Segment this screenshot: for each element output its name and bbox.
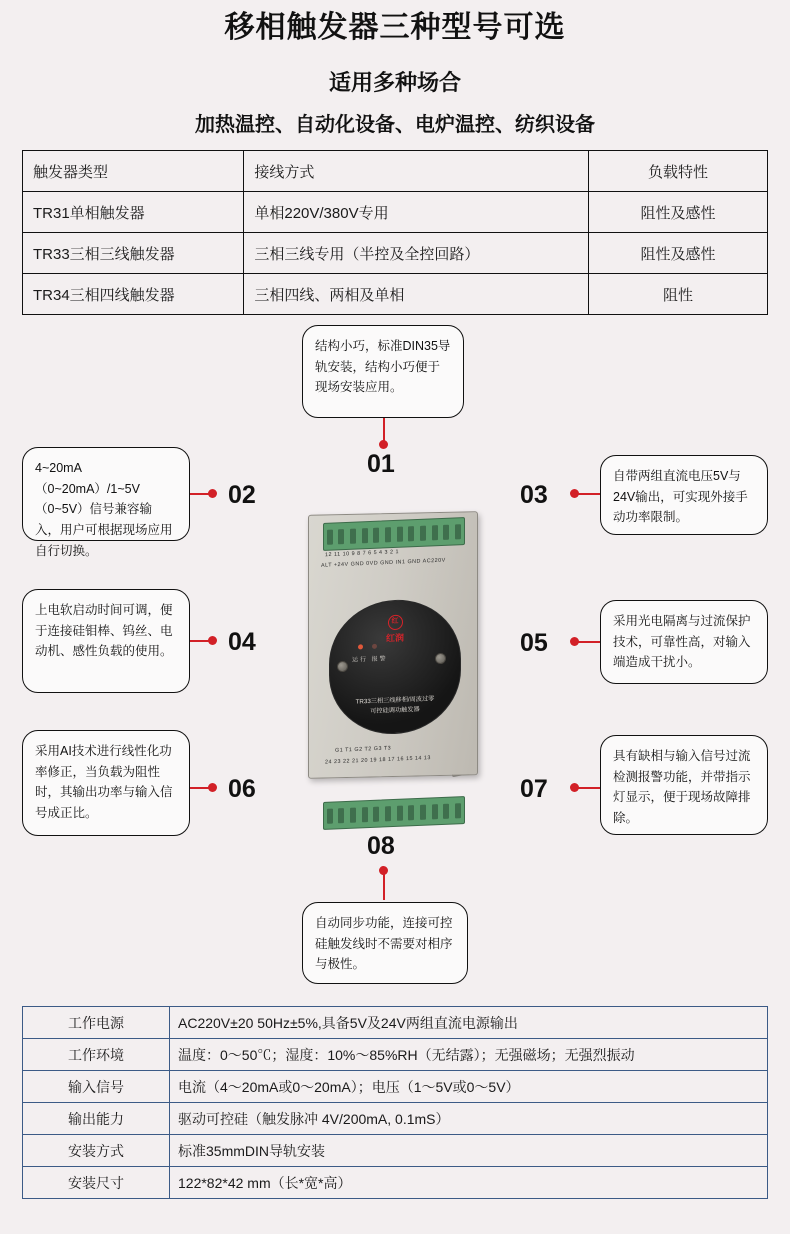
terminal-pin — [373, 527, 379, 542]
callout-08-connector — [383, 872, 385, 900]
status-leds — [358, 644, 377, 650]
callout-03-text: 自带两组直流电压5V与24V输出，可实现外接手动功率限制。 — [600, 455, 768, 535]
spec-value: AC220V±20 50Hz±5%,具备5V及24V两组直流电源输出 — [170, 1007, 768, 1039]
terminal-pin — [338, 529, 344, 544]
terminal-pin — [327, 808, 333, 823]
device-front-panel — [329, 597, 461, 737]
spec-row — [23, 1135, 768, 1167]
device-model-line1: TR33三相三线移相/周波过零 — [355, 695, 435, 706]
callout-02-dot — [208, 489, 217, 498]
terminal-pin — [408, 805, 414, 820]
cell-wiring: 单相220V/380V专用 — [244, 192, 589, 233]
callout-04-number: 04 — [228, 628, 256, 656]
led-labels: 运行 报警 — [352, 656, 388, 664]
spec-value: 电流（4～20mA或0～20mA）；电压（1～5V或0～5V） — [170, 1071, 768, 1103]
terminal-pin — [443, 524, 449, 539]
callout-01-dot — [379, 440, 388, 449]
brand-name: 红润 — [385, 632, 404, 644]
spec-key: 安装尺寸 — [23, 1167, 170, 1199]
callout-06-dot — [208, 783, 217, 792]
col-header-load: 负载特性 — [589, 151, 768, 192]
callout-06-number: 06 — [228, 775, 256, 803]
spec-row — [23, 1039, 768, 1071]
cell-load: 阻性 — [589, 274, 768, 315]
terminal-top-labels: ALT +24V GND 0VD GND IN1 GND AC220V — [321, 557, 446, 569]
terminal-pin — [350, 807, 356, 822]
spec-key: 工作电源 — [23, 1007, 170, 1039]
terminal-top-numbers: 12 11 10 9 8 7 6 5 4 3 2 1 — [325, 549, 400, 559]
subtitle-applications: 加热温控、自动化设备、电炉温控、纺织设备 — [195, 114, 595, 136]
callout-05-connector — [578, 641, 600, 643]
terminal-pin — [455, 524, 461, 539]
spec-value: 122*82*42 mm（长*宽*高） — [170, 1167, 768, 1199]
callout-01-text: 结构小巧，标准DIN35导轨安装，结构小巧便于现场安装应用。 — [302, 325, 464, 418]
callout-08-number: 08 — [367, 832, 395, 860]
col-header-type: 触发器类型 — [23, 151, 244, 192]
terminal-bottom-labels: G1 T1 G2 T2 G3 T3 — [335, 745, 392, 754]
terminal-pins-top — [324, 518, 464, 550]
device-model-line2: 可控硅调功触发器 — [370, 706, 420, 716]
terminal-pin — [408, 526, 414, 541]
callout-07-connector — [578, 787, 600, 789]
cell-wiring: 三相四线、两相及单相 — [244, 274, 589, 315]
brand-ring-icon: 红 — [388, 615, 403, 631]
terminal-block-top — [323, 517, 465, 551]
callout-05-dot — [570, 637, 579, 646]
callout-03-number: 03 — [520, 481, 548, 509]
terminal-pin — [385, 527, 391, 542]
spec-row — [23, 1007, 768, 1039]
callout-05-text: 采用光电隔离与过流保护技术，可靠性高，对输入端造成干扰小。 — [600, 600, 768, 684]
terminal-pin — [455, 803, 461, 818]
subtitle: 适用多种场合 — [328, 70, 461, 95]
terminal-pin — [362, 807, 368, 822]
type-table — [22, 150, 768, 315]
spec-value: 温度：0～50℃；湿度：10%～85%RH（无结露）；无强磁场；无强烈振动 — [170, 1039, 768, 1071]
callout-07-text: 具有缺相与输入信号过流检测报警功能，并带指示灯显示，便于现场故障排除。 — [600, 735, 768, 835]
terminal-pins-bottom — [324, 797, 464, 829]
spec-row — [23, 1071, 768, 1103]
callout-05-number: 05 — [520, 629, 548, 657]
spec-key: 工作环境 — [23, 1039, 170, 1071]
terminal-pin — [397, 805, 403, 820]
terminal-pin — [350, 528, 356, 543]
terminal-pin — [432, 804, 438, 819]
cell-load: 阻性及感性 — [589, 233, 768, 274]
terminal-pin — [420, 804, 426, 819]
terminal-pin — [443, 803, 449, 818]
table-row — [23, 233, 768, 274]
callout-07-dot — [570, 783, 579, 792]
cell-type: TR31单相触发器 — [23, 192, 244, 233]
device-body — [308, 511, 478, 779]
callout-04-text: 上电软启动时间可调，便于连接硅钼棒、钨丝、电动机、感性负载的使用。 — [22, 589, 190, 693]
callout-04-dot — [208, 636, 217, 645]
callout-02-text: 4~20mA（0~20mA）/1~5V（0~5V）信号兼容输入，用户可根据现场应用自行切换。 — [22, 447, 190, 541]
spec-table — [22, 1006, 768, 1199]
table-row — [23, 274, 768, 315]
terminal-pin — [373, 806, 379, 821]
callout-01-number: 01 — [367, 450, 395, 478]
spec-row — [23, 1103, 768, 1135]
cell-load: 阻性及感性 — [589, 192, 768, 233]
callout-03-connector — [578, 493, 600, 495]
spec-value: 驱动可控硅（触发脉冲 4V/200mA, 0.1mS） — [170, 1103, 768, 1135]
device-illustration — [300, 485, 485, 805]
spec-key: 安装方式 — [23, 1135, 170, 1167]
table-row — [23, 192, 768, 233]
page-title: 移相触发器三种型号可选 — [224, 11, 566, 44]
spec-value: 标准35mmDIN导轨安装 — [170, 1135, 768, 1167]
callout-07-number: 07 — [520, 775, 548, 803]
spec-row — [23, 1167, 768, 1199]
terminal-bottom-numbers: 24 23 22 21 20 19 18 17 16 15 14 13 — [325, 755, 431, 766]
led-run-icon — [358, 644, 363, 649]
terminal-pin — [397, 526, 403, 541]
cell-type: TR33三相三线触发器 — [23, 233, 244, 274]
callout-03-dot — [570, 489, 579, 498]
callout-06-text: 采用AI技术进行线性化功率修正，当负载为阻性时，其输出功率与输入信号成正比。 — [22, 730, 190, 836]
cell-type: TR34三相四线触发器 — [23, 274, 244, 315]
terminal-pin — [420, 525, 426, 540]
table-header-row — [23, 151, 768, 192]
col-header-wiring: 接线方式 — [244, 151, 589, 192]
terminal-pin — [432, 525, 438, 540]
terminal-pin — [362, 528, 368, 543]
spec-key: 输出能力 — [23, 1103, 170, 1135]
terminal-pin — [338, 808, 344, 823]
brand-logo — [330, 612, 460, 646]
spec-key: 输入信号 — [23, 1071, 170, 1103]
led-alarm-icon — [372, 644, 377, 649]
terminal-pin — [327, 529, 333, 544]
terminal-pin — [385, 806, 391, 821]
device-model-text — [330, 693, 460, 720]
callout-08-text: 自动同步功能，连接可控硅触发线时不需要对相序与极性。 — [302, 902, 468, 984]
cell-wiring: 三相三线专用（半控及全控回路） — [244, 233, 589, 274]
callout-02-number: 02 — [228, 481, 256, 509]
terminal-block-bottom — [323, 796, 465, 830]
